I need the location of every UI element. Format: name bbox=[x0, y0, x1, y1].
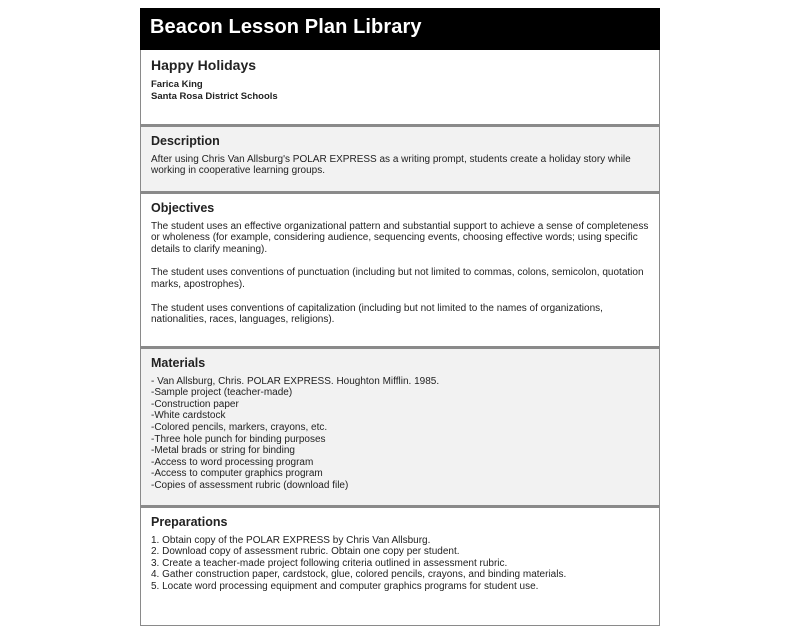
material-item: -Access to word processing program bbox=[151, 456, 314, 468]
preparation-step: 3. Create a teacher-made project following criteria outlined in assessment rubric. bbox=[151, 557, 508, 569]
section-title: Description bbox=[151, 134, 220, 148]
material-item: -White cardstock bbox=[151, 410, 226, 422]
material-item: -Metal brads or string for binding bbox=[151, 445, 295, 457]
section-title: Objectives bbox=[151, 201, 215, 215]
preparation-step: 4. Gather construction paper, cardstock, glue, colored pencils, crayons, and binding materials. bbox=[151, 569, 567, 581]
preparation-step: 2. Download copy of assessment rubric. Obtain one copy per student. bbox=[151, 546, 460, 558]
objective-item: The student uses an effective organizational pattern and substantial support to achieve a sense of completeness or wholeness (for example, considering audience, sequencing events, choosing effective words; using specific details to clarify meaning). bbox=[151, 220, 649, 255]
section-title: Preparations bbox=[151, 515, 228, 529]
material-item: -Access to computer graphics program bbox=[151, 468, 323, 480]
objective-item: The student uses conventions of capitalization (including but not limited to the names of organizations, nationalities, races, languages, religions). bbox=[151, 302, 603, 326]
preparation-step: 5. Locate word processing equipment and computer graphics programs for student use. bbox=[151, 580, 539, 592]
site-banner bbox=[140, 8, 660, 50]
preparations-section bbox=[140, 506, 660, 626]
site-title: Beacon Lesson Plan Library bbox=[150, 16, 422, 38]
objectives-section bbox=[140, 192, 660, 347]
preparation-step: 1. Obtain copy of the POLAR EXPRESS by Chris Van Allsburg. bbox=[151, 534, 431, 546]
material-item-download-rubric[interactable]: -Copies of assessment rubric (download file) bbox=[151, 479, 349, 491]
material-item: -Construction paper bbox=[151, 398, 239, 410]
lesson-page bbox=[140, 8, 660, 626]
description-text: After using Chris Van Allsburg's POLAR EXPRESS as a writing prompt, students create a holiday story while working in cooperative learning groups. bbox=[151, 153, 631, 177]
description-section bbox=[140, 125, 660, 192]
lesson-title: Happy Holidays bbox=[151, 57, 257, 73]
lesson-header bbox=[140, 50, 660, 125]
section-title: Materials bbox=[151, 356, 206, 370]
material-item: -Colored pencils, markers, crayons, etc. bbox=[151, 421, 328, 433]
materials-section bbox=[140, 347, 660, 506]
objective-item: The student uses conventions of punctuation (including but not limited to commas, colons, semicolon, quotation marks, apostrophes). bbox=[151, 267, 644, 290]
material-item: -Sample project (teacher-made) bbox=[151, 387, 293, 399]
material-item: -Three hole punch for binding purposes bbox=[151, 433, 326, 445]
author-organization: Santa Rosa District Schools bbox=[151, 90, 278, 102]
material-item: - Van Allsburg, Chris. POLAR EXPRESS. Houghton Mifflin. 1985. bbox=[151, 375, 440, 387]
author-name: Farica King bbox=[151, 78, 203, 90]
